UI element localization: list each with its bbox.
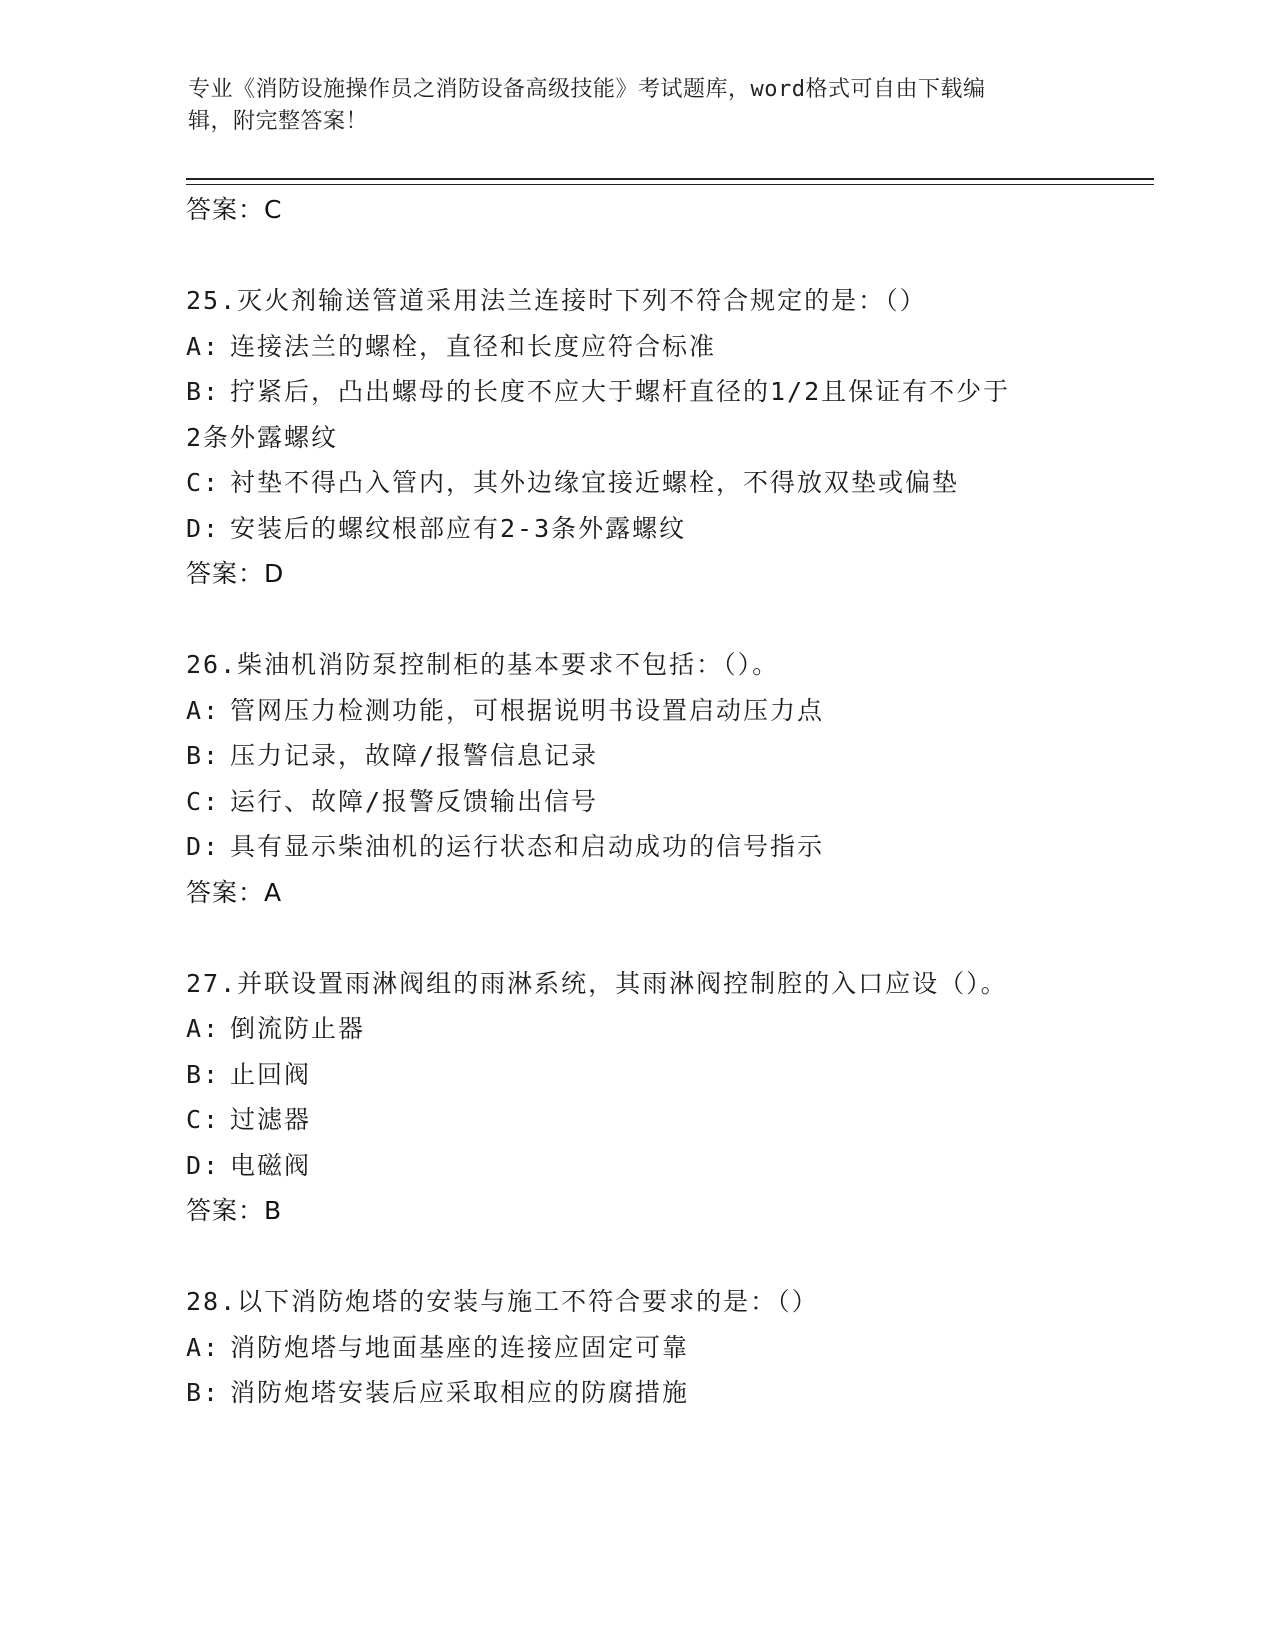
document-header-note: [188, 74, 1078, 138]
option-line: [186, 688, 1086, 734]
option-text: 连接法兰的螺栓，直径和长度应符合标准: [230, 331, 717, 361]
spacer: [186, 597, 1086, 643]
option-line: [186, 369, 1086, 415]
option-line: [186, 460, 1086, 506]
option-text: 拧紧后，凸出螺母的长度不应大于螺杆直径的1/2且保证有不少于: [230, 377, 1011, 406]
option-prefix: B:: [186, 377, 221, 406]
question-stem: 26.柴油机消防泵控制柜的基本要求不包括：（）。: [186, 650, 780, 679]
option-text: 安装后的螺纹根部应有2-3条外露螺纹: [230, 513, 687, 543]
option-line: [186, 1052, 1086, 1098]
option-prefix: D:: [186, 1150, 221, 1180]
option-line: [186, 324, 1086, 370]
option-prefix: C:: [186, 786, 221, 816]
question-block: [186, 642, 1086, 915]
option-line: [186, 824, 1086, 870]
option-prefix: A:: [186, 331, 221, 361]
answer-line: 答案：B: [186, 1196, 283, 1225]
option-text: 倒流防止器: [230, 1014, 366, 1043]
answer-line: 答案：C: [186, 195, 283, 224]
question-content: [186, 187, 1086, 1416]
option-prefix: C:: [186, 468, 221, 497]
option-text: 止回阀: [230, 1059, 312, 1089]
option-text: 压力记录，故障/报警信息记录: [230, 741, 599, 770]
option-line: [186, 1143, 1086, 1189]
question-stem: 28.以下消防炮塔的安装与施工不符合要求的是：（）: [186, 1287, 819, 1316]
option-text: 消防炮塔安装后应采取相应的防腐措施: [230, 1378, 690, 1407]
option-line: [186, 1006, 1086, 1052]
option-prefix: A:: [186, 695, 221, 725]
option-prefix: B:: [186, 1059, 221, 1089]
option-prefix: D:: [186, 832, 221, 861]
option-line: [186, 1370, 1086, 1416]
question-block: [186, 1279, 1086, 1416]
question-stem: 25.灭火剂输送管道采用法兰连接时下列不符合规定的是：（）: [186, 286, 927, 315]
option-text: 衬垫不得凸入管内，其外边缘宜接近螺栓，不得放双垫或偏垫: [230, 468, 960, 497]
option-text: 运行、故障/报警反馈输出信号: [230, 786, 599, 816]
question-block: [186, 961, 1086, 1234]
answer-line: 答案：D: [186, 559, 285, 588]
option-line: [186, 1097, 1086, 1143]
option-prefix: C:: [186, 1105, 221, 1134]
spacer: [186, 1234, 1086, 1280]
question-block: [186, 278, 1086, 597]
option-prefix: B:: [186, 1378, 221, 1407]
option-prefix: A:: [186, 1332, 221, 1362]
option-prefix: D:: [186, 513, 221, 543]
option-line: [186, 779, 1086, 825]
option-prefix: A:: [186, 1014, 221, 1043]
header-line-1: 专业《消防设施操作员之消防设备高级技能》考试题库，word格式可自由下载编: [188, 77, 986, 102]
header-rule-thin: [186, 184, 1154, 185]
option-prefix: B:: [186, 741, 221, 770]
option-line: [186, 733, 1086, 779]
option-line: [186, 506, 1086, 552]
header-line-2: 辑，附完整答案！: [188, 109, 369, 134]
option-text: 管网压力检测功能，可根据说明书设置启动压力点: [230, 695, 825, 725]
option-text: 电磁阀: [230, 1150, 312, 1180]
option-text: 2条外露螺纹: [186, 422, 339, 452]
option-text: 消防炮塔与地面基座的连接应固定可靠: [230, 1332, 690, 1362]
spacer: [186, 915, 1086, 961]
option-line: [186, 1325, 1086, 1371]
answer-line: 答案：A: [186, 877, 283, 907]
option-text: 过滤器: [230, 1105, 312, 1134]
option-line-continued: [186, 415, 1086, 461]
spacer: [186, 233, 1086, 279]
header-rule-thick: [186, 178, 1154, 180]
question-stem: 27.并联设置雨淋阀组的雨淋系统，其雨淋阀控制腔的入口应设（）。: [186, 968, 1008, 998]
option-text: 具有显示柴油机的运行状态和启动成功的信号指示: [230, 832, 825, 861]
